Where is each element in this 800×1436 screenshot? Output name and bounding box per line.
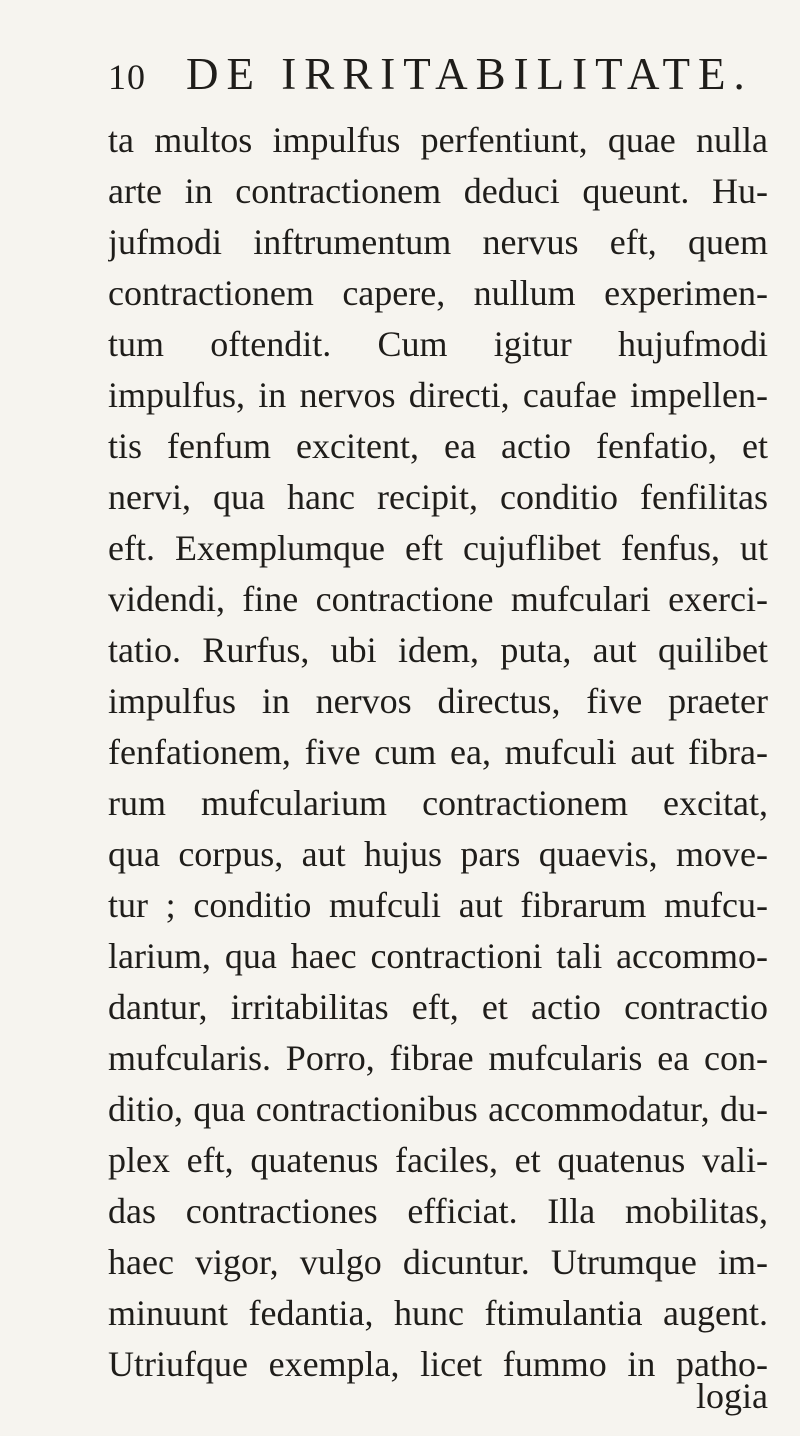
- text-line: tis fenfum excitent, ea actio fenfatio, et: [108, 426, 768, 466]
- text-line: Utriufque exempla, licet fummo in patho-: [108, 1344, 768, 1384]
- running-head: DE IRRITABILITATE.: [186, 49, 753, 99]
- text-line: rum mufcularium contractionem excitat,: [108, 783, 768, 823]
- text-line: contractionem capere, nullum experimen-: [108, 273, 768, 313]
- text-line: arte in contractionem deduci queunt. Hu-: [108, 171, 768, 211]
- text-line: jufmodi inftrumentum nervus eft, quem: [108, 222, 768, 262]
- text-line: larium, qua haec contractioni tali accommo-: [108, 936, 768, 976]
- text-line: eft. Exemplumque eft cujuflibet fenfus, ut: [108, 528, 768, 568]
- page-number: 10: [108, 57, 146, 97]
- text-line: tum oftendit. Cum igitur hujufmodi: [108, 324, 768, 364]
- text-line: ditio, qua contractionibus accommodatur, du-: [108, 1089, 768, 1129]
- page-header: [108, 48, 753, 104]
- text-line: ta multos impulfus perfentiunt, quae nulla: [108, 120, 768, 160]
- catchword-container: [108, 1371, 768, 1422]
- body-text: [108, 115, 768, 1390]
- text-line: tur ; conditio mufculi aut fibrarum mufcu-: [108, 885, 768, 925]
- text-line: fenfationem, five cum ea, mufculi aut fibra-: [108, 732, 768, 772]
- text-line: impulfus, in nervos directi, caufae impellen-: [108, 375, 768, 415]
- text-line: dantur, irritabilitas eft, et actio contractio: [108, 987, 768, 1027]
- text-line: plex eft, quatenus faciles, et quatenus vali-: [108, 1140, 768, 1180]
- text-line: videndi, fine contractione mufculari exerci-: [108, 579, 768, 619]
- text-line: mufcularis. Porro, fibrae mufcularis ea con-: [108, 1038, 768, 1078]
- text-line: haec vigor, vulgo dicuntur. Utrumque im-: [108, 1242, 768, 1282]
- text-line: tatio. Rurfus, ubi idem, puta, aut quilibet: [108, 630, 768, 670]
- text-line: qua corpus, aut hujus pars quaevis, move-: [108, 834, 768, 874]
- catchword: logia: [696, 1376, 768, 1416]
- text-line: nervi, qua hanc recipit, conditio fenfilitas: [108, 477, 768, 517]
- text-line: das contractiones efficiat. Illa mobilitas,: [108, 1191, 768, 1231]
- text-line: minuunt fedantia, hunc ftimulantia augent.: [108, 1293, 768, 1333]
- text-line: impulfus in nervos directus, five praeter: [108, 681, 768, 721]
